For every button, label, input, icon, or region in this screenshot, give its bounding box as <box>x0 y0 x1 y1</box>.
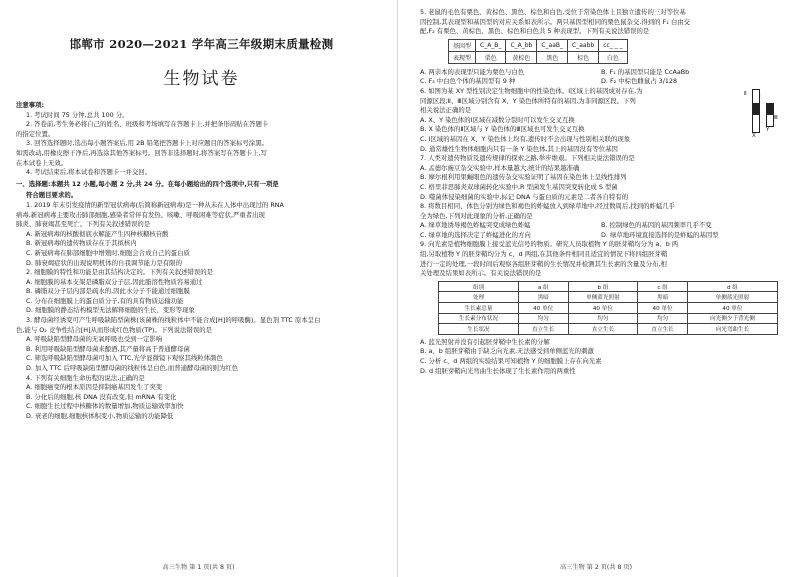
option-a: A. 细胞膜的基本支架是磷脂双分子层,因此脂溶性物质容易通过 <box>26 277 203 286</box>
option-a: A. 呼吸缺陷型酵母菌的无氧呼吸也受到一定影响 <box>26 335 163 344</box>
notice-heading: 注意事项: <box>16 101 45 109</box>
table-cell: 表现型 <box>449 51 476 63</box>
table-cell: C_A_bb <box>506 39 537 51</box>
table-row <box>439 324 778 335</box>
option-b: B. a、b 组胚芽鞘由于缺乏向光素,无法感受到单侧蓝光的刺激 <box>420 347 594 356</box>
table-row <box>439 303 778 314</box>
table-cell: d 组 <box>687 281 777 292</box>
option-b: B. 新冠病毒的遗传物质存在于其拟核内 <box>26 239 137 248</box>
table-cell: 直立生长 <box>638 324 688 335</box>
question-stem: 色,能与 O₂ 竞争性结合[H]从而形成红色物质(TP)。下列说法错误的是 <box>16 325 212 334</box>
option-a: A. 两亲本的表现型只能为栗色与白色 <box>420 67 525 76</box>
table-cell: 40 单位 <box>638 303 688 314</box>
table-cell: 黑暗 <box>638 292 688 303</box>
table-cell: 40 单位 <box>687 303 777 314</box>
section-heading: 一、选择题:本题共 12 小题,每小题 2 分,共 24 分。在每小题给出的四个选项中,只有一项是 <box>16 179 279 188</box>
notice-line: 2. 答卷前,考生务必将自己的姓名、班级和考场填写在答题卡上,并把条形码贴在答题卡 <box>26 120 269 129</box>
table-row <box>439 313 778 324</box>
question-stem: 病毒,新冠病毒主要攻击肺部细胞,感染者常伴有发热、咳嗽、呼吸困难等症状,严重者出现 <box>16 210 265 219</box>
question-stem: 进行一定的处理,一段时间后观察各组胚芽鞘的生长情况并检测其生长素的含量及分布,相 <box>420 259 667 268</box>
results-table <box>438 281 778 335</box>
table-cell: 生长素分布状况 <box>439 313 519 324</box>
question-8 <box>420 202 782 240</box>
homologous-region <box>752 103 760 115</box>
option-d: D. 噬菌体侵染细菌的实验中,标记 DNA 与蛋白质的元素是二者各自特有的 <box>420 192 629 201</box>
table-cell: c 组 <box>638 281 688 292</box>
table-cell: 处理 <box>439 292 519 303</box>
question-5 <box>420 8 782 87</box>
genotype-table <box>448 39 628 64</box>
option-d: D. 细胞膜的静态结构模型无法解释细胞的生长、变形等现象 <box>26 306 195 315</box>
option-c: C. 新冠病毒在肺部细胞中增殖时,细胞会合成自己的蛋白质 <box>26 248 190 257</box>
question-7 <box>420 154 782 202</box>
option-d: D. 绿草地环境直接选择的是蚱蜢的基因型 <box>601 230 719 239</box>
notice-line: 的指定位置。 <box>16 129 55 138</box>
question-stem: 2. 细胞膜的特性和功能是由其结构决定的。下列有关叙述错误的是 <box>26 268 214 277</box>
question-stem: 组,另取植物 Y 的胚芽鞘均分为 c、d 两组,在其他条件相同且适宜的情况下将四组胚芽鞘 <box>420 250 668 259</box>
option-c: C. F₂ 中白色个体的基因型有 9 种 <box>420 77 516 86</box>
option-a: A. 新冠病毒的核酸彻底水解能产生四种核糖核苷酸 <box>26 229 169 238</box>
table-cell: 40 单位 <box>518 303 568 314</box>
figure-label: Ⅲ <box>774 114 778 121</box>
question-3 <box>16 316 387 374</box>
table-row <box>449 39 628 51</box>
option-d: D. 衰老的细胞,细胞核体积变小,物质运输的功能降低 <box>26 412 174 420</box>
table-cell: 黄棕色 <box>506 51 537 63</box>
table-cell: 向光侧少于背光侧 <box>687 313 777 324</box>
notice-line: 在本试卷上无效。 <box>16 158 68 167</box>
notice-line: 3. 回答选择题时,选出每小题答案后,用 2B 铅笔把答题卡上对应题目的答案标号涂黑。 <box>26 139 268 148</box>
question-stem: 全为绿色,下列对此现象的分析,正确的是 <box>420 211 533 220</box>
option-row <box>420 221 782 231</box>
option-c: C. 细胞生长过程中核糖体的数量增加,物质运输效率加快 <box>26 402 184 411</box>
subject-title: 生物试卷 <box>163 69 240 89</box>
question-1 <box>16 201 387 268</box>
question-stem: 6. 如图为某 XY 型性别决定生物细胞中的性染色体。Ⅰ区域上的基因成对存在,为 <box>420 86 643 95</box>
question-stem: 同源区段;Ⅱ、Ⅲ区域分别含有 X、Y 染色体所特有的基因,为非同源区段。下列 <box>420 96 636 105</box>
notice-line: 4. 考试结束后,将本试卷和答题卡一并交回。 <box>26 168 152 177</box>
option-d: D. 通常雄性生物体细胞内只有一条 Y 染色体,其上的基因没有等位基因 <box>420 144 618 153</box>
table-cell: cc_ _ _ <box>599 39 627 51</box>
table-cell: 棕色 <box>568 51 599 63</box>
table-row <box>449 51 628 63</box>
table-cell: 单侧蓝光照射 <box>568 292 638 303</box>
option-b: B. 分化后的细胞,核 DNA 没有改变,但 mRNA 有变化 <box>26 392 177 401</box>
homologous-region <box>766 103 774 115</box>
figure-label: Ⅱ <box>744 90 747 97</box>
table-cell: 单侧蓝光照射 <box>687 292 777 303</box>
option-a: A. 蓝光照射并没有引起胚芽鞘中生长素的分解 <box>420 337 550 346</box>
question-stem: 9. 向光素是植物细胞膜上接受蓝光信号的物质。研究人员取植物 Y 的胚芽鞘均分为 a、b 两 <box>420 240 679 249</box>
question-4 <box>16 374 387 422</box>
option-d: D. 肺衰竭症状的出现说明机体的自我调节能力是有限的 <box>26 258 182 267</box>
table-cell: 生长素总量 <box>439 303 519 314</box>
table-cell: 白色 <box>599 51 627 63</box>
page-2 <box>397 0 794 577</box>
section-heading: 符合题目要求的。 <box>26 191 78 200</box>
option-a: A. X、Y 染色体的Ⅰ区域在减数分裂时可以发生交叉互换 <box>420 115 575 124</box>
question-2 <box>16 268 387 316</box>
option-c: C. 格里菲思肺炎双球菌转化实验中,R 型菌发生基因突变转化成 S 型菌 <box>420 182 618 191</box>
table-cell: 基因型 <box>449 39 476 51</box>
table-cell: 直立生长 <box>568 324 638 335</box>
question-6 <box>420 87 782 154</box>
option-c: C. 绿草地的选择决定了蚱蜢进化的方向 <box>420 230 531 239</box>
option-b: B. 摩尔根利用果蝇眼色的遗传杂交实验证明了基因在染色体上呈线性排列 <box>420 173 627 182</box>
question-stem: 5. 老鼠的毛色有栗色、黄棕色、黑色、棕色和白色,受位于常染色体上且独立遗传的三对等位基 <box>420 8 686 16</box>
option-row <box>420 68 782 78</box>
table-cell: 黑色 <box>537 51 568 63</box>
table-cell: 直立生长 <box>518 324 568 335</box>
option-a: A. 孟德尔豌豆杂交实验中,样本量越大,统计的结果越准确 <box>420 163 580 172</box>
notice-line: 1. 考试时间 75 分钟,总共 100 分。 <box>26 110 129 119</box>
table-cell: 均匀 <box>638 313 688 324</box>
question-stem: 7. 人类对遗传物质及遗传规律的探索之路,举步维艰。下列相关说法错误的是 <box>420 154 635 163</box>
option-c: C. 分布在细胞膜上的蛋白质分子,有的具有物质运输功能 <box>26 296 184 305</box>
option-d: D. F₂ 中棕色雌鼠占 3/128 <box>601 77 678 86</box>
table-cell: 生长状况 <box>439 324 519 335</box>
figure-label: Y <box>766 126 770 133</box>
page-footer: 高三生物 第 2 页(共 8 页) <box>559 564 633 571</box>
option-c: C. 筛选呼吸缺陷型酵母菌可加入 TTC,光学显微镜下观察其线粒体颜色 <box>26 354 223 363</box>
option-b: B. 磷脂双分子层内部是疏水的,因此水分子不能通过细胞膜 <box>26 287 190 296</box>
question-stem: 8. 将数目相同、体色分别为绿色和褐色的蚱蜢放入到绿草地中,经过数周后,找到的蚱蜢几乎 <box>420 202 676 211</box>
question-stem: 1. 2019 年末引发疫情的新型冠状病毒(后简称新冠病毒)是一种从未在人体中出现过的 RNA <box>26 200 284 209</box>
table-cell: C_aaB_ <box>537 39 568 51</box>
sex-chromosome-figure <box>744 87 778 147</box>
question-stem: 肺炎、肺衰竭甚至死亡。下列有关叙述错误的是 <box>16 220 151 229</box>
figure-label: Ⅰ <box>759 92 761 99</box>
table-cell: a 组 <box>518 281 568 292</box>
table-cell: 40 单位 <box>568 303 638 314</box>
option-b: B. 利用呼吸缺陷型酵母菌来酿酒,其产量将高于普通酵母菌 <box>26 344 190 353</box>
table-cell: 均匀 <box>518 313 568 324</box>
question-stem: 4. 下列有关细胞生命历程的说法,正确的是 <box>26 373 145 382</box>
option-b: B. X 染色体的Ⅱ区域与 Y 染色体的Ⅲ区域也可发生交叉互换 <box>420 125 585 134</box>
table-cell: 均匀 <box>568 313 638 324</box>
table-row <box>439 292 778 303</box>
exam-title: 邯郸市 2020—2021 学年高三年级期末质量检测 <box>69 37 334 51</box>
option-a: A. 绿草地诱导褐色蚱蜢突变成绿色蚱蜢 <box>420 221 531 230</box>
table-cell: C_aabb <box>568 39 599 51</box>
option-a: A. 细胞癌变的根本原因是抑制癌基因发生了突变 <box>26 383 163 392</box>
option-row <box>420 77 782 87</box>
page-footer: 高三生物 第 1 页(共 8 页) <box>162 564 235 571</box>
question-9 <box>420 240 782 376</box>
table-row <box>439 281 778 292</box>
question-stem: 3. 酵母菌经诱变可产生呼吸缺陷型菌株(该菌株的线粒体中不能合成[H]的呼吸酶)。显色剂 TTC 原本呈白 <box>26 316 321 325</box>
option-d: D. 加入 TTC 后呼吸缺陷型酵母菌的线粒体呈白色,而普通酵母菌的则为红色 <box>26 364 239 373</box>
question-stem: 关处理及结果如表所示。有关说法错误的是 <box>420 269 542 278</box>
table-cell: b 组 <box>568 281 638 292</box>
question-stem: 相关说法正确的是 <box>420 106 472 115</box>
table-cell: 向光弯曲生长 <box>687 324 777 335</box>
option-b: B. F₁ 的基因型只能是 CcAaBb <box>601 67 690 76</box>
question-stem: 配,F₂ 有栗色、黄棕色、黑色、棕色和白色共 5 种表现型。下列有关说法错误的是 <box>420 27 650 36</box>
question-stem: 因控制,其表现型和基因型的对应关系如表所示。两只基因型相同的栗色鼠杂交,得到的 F₁ 白由交 <box>420 17 690 26</box>
notice-line: 如需改动,用橡皮擦干净后,再选涂其他答案标号。回答非选择题时,将答案写在答题卡上,写 <box>16 148 267 157</box>
option-d: D. d 组胚芽鞘向光弯曲生长体现了生长素作用的两重性 <box>420 366 576 375</box>
table-cell: 组别 <box>439 281 519 292</box>
figure-label: X <box>752 132 756 139</box>
option-c: C. 分析 c、d 两组的实验结果可知植物 Y 的细胞膜上存在向光素 <box>420 357 602 365</box>
table-cell: C_A_B_ <box>476 39 506 51</box>
table-cell: 黑暗 <box>518 292 568 303</box>
table-cell: 栗色 <box>476 51 506 63</box>
option-row <box>420 231 782 241</box>
option-c: C. Ⅰ区域的基因在 X、Y 染色体上均有,遗传时不会出现与性别相关联的现象 <box>420 134 631 143</box>
option-b: B. 控制绿色的基因的基因频率几乎不变 <box>601 221 712 230</box>
